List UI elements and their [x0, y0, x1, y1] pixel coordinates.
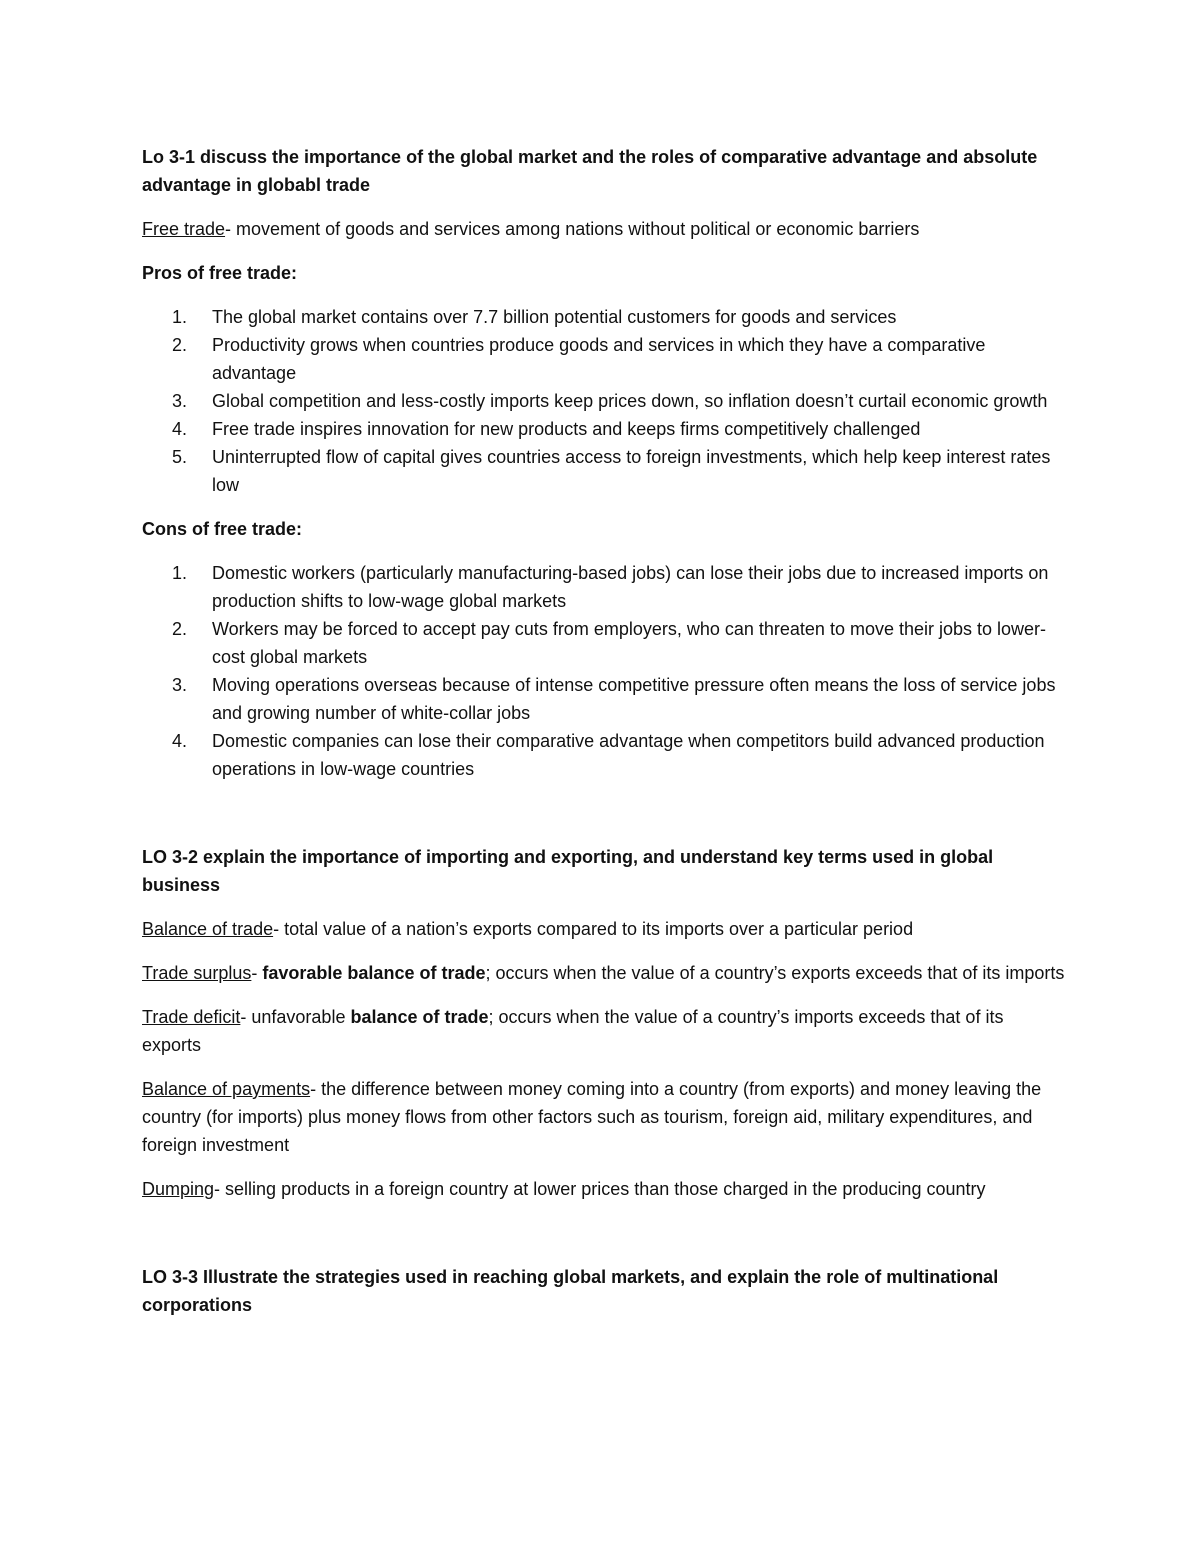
balance-of-payments-text: - the difference between money coming into a country (from exports) and money leaving the country (for imports) plus money flows from other factors such as tourism, foreign aid, military expenditures, and foreign investment	[142, 1079, 1042, 1155]
document-page	[142, 143, 1067, 1335]
free-trade-text: - movement of goods and services among nations without political or economic barriers	[225, 219, 920, 239]
trade-surplus-text: ; occurs when the value of a country’s exports exceeds that of its imports	[485, 963, 1065, 983]
list-item-text: Global competition and less-costly imports keep prices down, so inflation doesn’t curtail economic growth	[212, 391, 1048, 411]
dumping-text: - selling products in a foreign country at lower prices than those charged in the producing country	[214, 1179, 986, 1199]
dumping-definition	[142, 1175, 1067, 1203]
pros-list	[142, 303, 1067, 499]
list-item-text: Domestic workers (particularly manufacturing-based jobs) can lose their jobs due to increased imports on production shifts to low-wage global markets	[212, 563, 1049, 611]
trade-surplus-dash: -	[251, 963, 263, 983]
list-item: 3. Moving operations overseas because of intense competitive pressure often means the loss of service jobs and growing number of white-collar jobs	[172, 675, 1056, 723]
cons-list	[142, 559, 1067, 783]
balance-of-trade-text: - total value of a nation’s exports compared to its imports over a particular period	[273, 919, 914, 939]
list-item: 1. Domestic workers (particularly manufacturing-based jobs) can lose their jobs due to increased imports on production shifts to low-wage global markets	[172, 563, 1049, 611]
list-item: 2. Productivity grows when countries produce goods and services in which they have a comparative advantage	[172, 335, 986, 383]
balance-of-trade-term: Balance of trade	[142, 919, 274, 939]
pros-heading: Pros of free trade:	[142, 263, 298, 283]
cons-heading: Cons of free trade:	[142, 519, 303, 539]
list-item: 4. Free trade inspires innovation for new products and keeps firms competitively challenged	[172, 419, 921, 439]
list-item: 5. Uninterrupted flow of capital gives countries access to foreign investments, which help keep interest rates low	[172, 447, 1051, 495]
list-item: 1. The global market contains over 7.7 billion potential customers for goods and services	[172, 307, 897, 327]
list-item: 4. Domestic companies can lose their comparative advantage when competitors build advanced production operations in low-wage countries	[172, 731, 1045, 779]
trade-surplus-term: Trade surplus	[142, 963, 252, 983]
list-item-text: Workers may be forced to accept pay cuts from employers, who can threaten to move their jobs to lower-cost global markets	[212, 619, 1047, 667]
trade-deficit-definition	[142, 1003, 1067, 1059]
balance-of-payments-term: Balance of payments	[142, 1079, 311, 1099]
lo3-heading: LO 3-3 Illustrate the strategies used in reaching global markets, and explain the role of multinational corporations	[142, 1267, 999, 1315]
list-item: 3. Global competition and less-costly imports keep prices down, so inflation doesn’t curtail economic growth	[172, 391, 1048, 411]
list-item-text: Productivity grows when countries produce goods and services in which they have a comparative advantage	[212, 335, 986, 383]
section-spacer	[142, 799, 1067, 843]
trade-surplus-bold: favorable balance of trade	[262, 963, 486, 983]
list-item: 2. Workers may be forced to accept pay cuts from employers, who can threaten to move their jobs to lower-cost global markets	[172, 619, 1047, 667]
dumping-term: Dumping	[142, 1179, 215, 1199]
trade-deficit-term: Trade deficit	[142, 1007, 241, 1027]
list-item-text: Domestic companies can lose their comparative advantage when competitors build advanced production operations in low-wage countries	[212, 731, 1045, 779]
lo2-heading: LO 3-2 explain the importance of importing and exporting, and understand key terms used in global business	[142, 847, 994, 895]
free-trade-term: Free trade	[142, 219, 226, 239]
trade-deficit-text: ; occurs when the value of a country’s imports exceeds that of its exports	[142, 1007, 1004, 1055]
lo1-heading: Lo 3-1 discuss the importance of the global market and the roles of comparative advantage and absolute advantage in globabl trade	[142, 147, 1038, 195]
section-spacer	[142, 1219, 1067, 1263]
trade-deficit-pre: - unfavorable	[240, 1007, 351, 1027]
balance-of-payments-definition	[142, 1075, 1067, 1159]
list-item-text: Uninterrupted flow of capital gives countries access to foreign investments, which help keep interest rates low	[212, 447, 1051, 495]
balance-of-trade-definition	[142, 915, 1067, 943]
trade-surplus-definition	[142, 959, 1067, 987]
trade-deficit-bold: balance of trade	[350, 1007, 489, 1027]
free-trade-definition	[142, 215, 1067, 243]
list-item-text: The global market contains over 7.7 billion potential customers for goods and services	[212, 307, 897, 327]
list-item-text: Free trade inspires innovation for new products and keeps firms competitively challenged	[212, 419, 921, 439]
list-item-text: Moving operations overseas because of intense competitive pressure often means the loss of service jobs and growing number of white-collar jobs	[212, 675, 1056, 723]
